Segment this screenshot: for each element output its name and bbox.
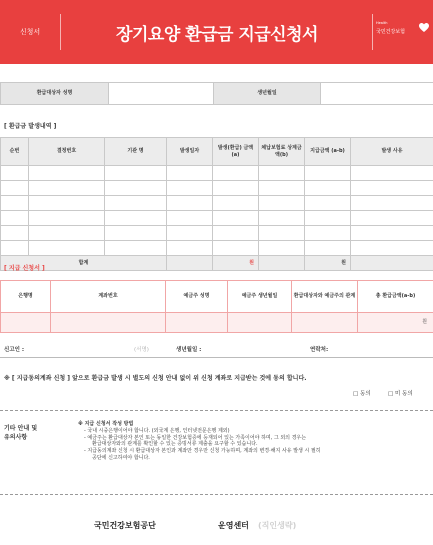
guide-line: 환급대상자와의 관계를 확인할 수 있는 증빙서류 제출을 요구할 수 있습니다.	[92, 441, 258, 448]
cell-offset-amount[interactable]	[259, 196, 305, 211]
table-row	[1, 211, 433, 226]
nhis-logo	[372, 0, 433, 64]
total-refund-unit: 원	[213, 256, 259, 271]
cell-offset-amount[interactable]	[259, 241, 305, 256]
col-header-date: 발생일자	[167, 138, 213, 166]
occurrence-section-title: [ 환급금 발생내역 ]	[4, 123, 57, 130]
cell-reason[interactable]	[351, 166, 433, 181]
dashed-divider	[0, 410, 433, 411]
cell-seq[interactable]	[1, 166, 29, 181]
consent-text: ※ [ 지급동의계좌 신청 ] 앞으로 환급금 발생 시 별도의 신청 안내 없이 위 신청 계좌로 지급받는 것에 동의 합니다.	[4, 375, 307, 382]
col-header-bank: 은행명	[1, 281, 51, 313]
cell-offset-amount[interactable]	[259, 181, 305, 196]
holder-birth-field[interactable]	[228, 313, 292, 333]
bank-name-field[interactable]	[1, 313, 51, 333]
cell-offset-amount[interactable]	[259, 211, 305, 226]
cell-seq[interactable]	[1, 226, 29, 241]
cell-institution[interactable]	[105, 166, 167, 181]
applicant-birth-field[interactable]	[321, 83, 433, 105]
heart-logo-icon	[419, 23, 429, 33]
col-header-relationship: 환급대상자와 예금주의 관계	[292, 281, 358, 313]
cell-payment-amount[interactable]	[305, 196, 351, 211]
applicant-info-table	[0, 82, 433, 105]
cell-date[interactable]	[167, 226, 213, 241]
header-divider	[60, 14, 61, 50]
cell-decision-no[interactable]	[29, 196, 105, 211]
cell-reason[interactable]	[351, 241, 433, 256]
guide-label-line: 기타 안내 및	[4, 425, 38, 432]
table-row	[1, 166, 433, 181]
guide-line: - 국내 시중은행이어야 합니다. (외국계 은행, 인터넷전문은행 제외)	[84, 427, 230, 434]
issuer-org: 국민건강보험공단	[94, 521, 156, 530]
cell-refund-amount[interactable]	[213, 226, 259, 241]
applicant-name-label: 환급대상자 성명	[1, 83, 109, 105]
cell-seq[interactable]	[1, 241, 29, 256]
cell-institution[interactable]	[105, 211, 167, 226]
cell-reason[interactable]	[351, 211, 433, 226]
seal-omitted-note: (직인생략)	[258, 521, 297, 530]
col-header-offset-amount: 체납보험료 상계금액(b)	[259, 138, 305, 166]
form-title: 장기요양 환급금 지급신청서	[116, 24, 318, 45]
col-header-holder-birth: 예금주 생년월일	[228, 281, 292, 313]
cell-payment-amount[interactable]	[305, 226, 351, 241]
guide-line: - 예금주는 환급대상자 본인 또는 동일한 건강보험증에 등재되어 있는 가족이어야 하며, 그 외의 경우는	[84, 434, 307, 441]
col-header-payment-amount: 지급금액 (a-b)	[305, 138, 351, 166]
cell-date[interactable]	[167, 211, 213, 226]
cell-institution[interactable]	[105, 226, 167, 241]
cell-reason[interactable]	[351, 181, 433, 196]
dashed-divider	[0, 494, 433, 495]
applicant-label: 신고인 :	[4, 347, 25, 353]
col-header-refund-amount: 발생(환급) 금액(a)	[213, 138, 259, 166]
logo-small-text: Health	[376, 21, 388, 25]
seal-label: (서명)	[134, 347, 149, 353]
col-header-holder-name: 예금주 성명	[166, 281, 228, 313]
guide-text	[78, 421, 430, 462]
col-header-seq: 순번	[1, 138, 29, 166]
relationship-field[interactable]	[292, 313, 358, 333]
contact-label: 연락처:	[310, 347, 329, 353]
total-cell	[351, 256, 433, 271]
total-cell	[259, 256, 305, 271]
table-row	[1, 181, 433, 196]
applicant-name-field[interactable]	[109, 83, 214, 105]
cell-offset-amount[interactable]	[259, 166, 305, 181]
cell-date[interactable]	[167, 166, 213, 181]
account-number-field[interactable]	[51, 313, 166, 333]
form-header	[0, 0, 433, 64]
cell-refund-amount[interactable]	[213, 196, 259, 211]
signature-birth-label: 생년월일 :	[176, 347, 202, 353]
total-cell	[167, 256, 213, 271]
total-label: 합계	[1, 256, 167, 271]
cell-date[interactable]	[167, 181, 213, 196]
guide-line: 공단에 신고하여야 합니다.	[92, 454, 150, 461]
total-payment-unit: 원	[305, 256, 351, 271]
guide-label-line: 유의사항	[4, 434, 28, 441]
table-row	[1, 226, 433, 241]
cell-refund-amount[interactable]	[213, 181, 259, 196]
cell-institution[interactable]	[105, 181, 167, 196]
table-row	[1, 241, 433, 256]
cell-payment-amount[interactable]	[305, 241, 351, 256]
col-header-institution: 기관 명	[105, 138, 167, 166]
cell-refund-amount[interactable]	[213, 241, 259, 256]
cell-decision-no[interactable]	[29, 241, 105, 256]
col-header-total-refund: 총 환급금액(a-b)	[358, 281, 433, 313]
cell-reason[interactable]	[351, 226, 433, 241]
cell-payment-amount[interactable]	[305, 181, 351, 196]
cell-payment-amount[interactable]	[305, 211, 351, 226]
cell-date[interactable]	[167, 241, 213, 256]
cell-seq[interactable]	[1, 181, 29, 196]
form-type-tag: 신청서	[19, 28, 41, 36]
total-row	[1, 256, 433, 271]
guide-label	[4, 424, 64, 442]
table-row	[1, 196, 433, 211]
cell-offset-amount[interactable]	[259, 226, 305, 241]
disagree-checkbox[interactable]: □ 미 동의	[388, 391, 413, 397]
cell-institution[interactable]	[105, 241, 167, 256]
cell-refund-amount[interactable]	[213, 211, 259, 226]
payment-table	[0, 280, 433, 333]
payment-section-title: [ 지급 신청서 ]	[4, 265, 45, 272]
agree-checkbox[interactable]: □ 동의	[353, 391, 371, 397]
col-header-decision-no: 결정번호	[29, 138, 105, 166]
logo-text: 국민건강보험	[376, 29, 405, 35]
applicant-birth-label: 생년월일	[214, 83, 321, 105]
issuer-center: 운영센터	[218, 521, 249, 530]
cell-date[interactable]	[167, 196, 213, 211]
occurrence-table	[0, 137, 433, 271]
cell-decision-no[interactable]	[29, 166, 105, 181]
guide-line: - 지급동의계좌 신청 시 환급대상자 본인과 계좌만 경우만 신청 가능하며, 계좌의 변경·해지 사유 발생 시 필히	[84, 448, 321, 454]
divider	[0, 357, 433, 358]
cell-payment-amount[interactable]	[305, 166, 351, 181]
cell-decision-no[interactable]	[29, 226, 105, 241]
guide-title: ※ 지급 신청서 작성 방법	[78, 421, 134, 427]
cell-decision-no[interactable]	[29, 211, 105, 226]
cell-institution[interactable]	[105, 196, 167, 211]
holder-name-field[interactable]	[166, 313, 228, 333]
cell-seq[interactable]	[1, 211, 29, 226]
cell-reason[interactable]	[351, 196, 433, 211]
cell-refund-amount[interactable]	[213, 166, 259, 181]
payment-input-row	[1, 313, 433, 333]
cell-decision-no[interactable]	[29, 181, 105, 196]
col-header-reason: 발생 사유	[351, 138, 433, 166]
col-header-account-no: 계좌번호	[51, 281, 166, 313]
total-refund-field[interactable]: 원	[358, 313, 433, 333]
cell-seq[interactable]	[1, 196, 29, 211]
